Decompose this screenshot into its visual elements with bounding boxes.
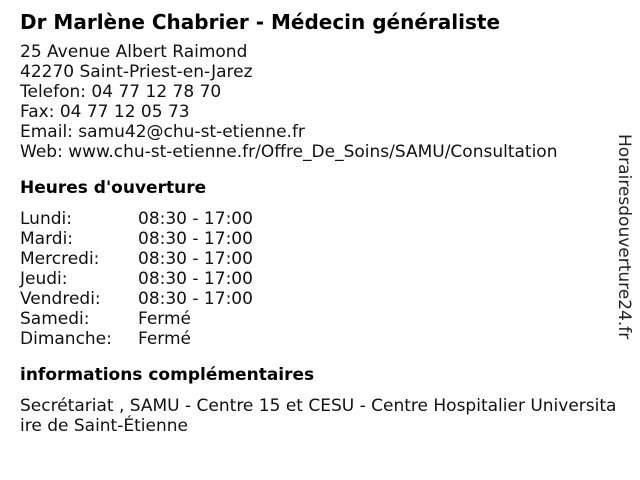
- site-watermark: Horairesdouverture24.fr: [614, 134, 634, 340]
- hours-row-friday: [20, 289, 620, 309]
- hours-time: 08:30 - 17:00: [138, 289, 253, 309]
- info-text: Secrétariat , SAMU - Centre 15 et CESU - Centre Hospitalier Universitaire de Saint-Étienne: [20, 396, 617, 436]
- hours-day: Jeudi:: [20, 269, 68, 289]
- hours-time: Fermé: [138, 329, 192, 349]
- website-url: Web: www.chu-st-etienne.fr/Offre_De_Soins/SAMU/Consultation: [20, 142, 558, 162]
- address-city: 42270 Saint-Priest-en-Jarez: [20, 62, 253, 82]
- hours-day: Dimanche:: [20, 329, 112, 349]
- phone-number: Telefon: 04 77 12 78 70: [20, 82, 222, 102]
- hours-row-tuesday: [20, 229, 620, 249]
- email-address: Email: samu42@chu-st-etienne.fr: [20, 122, 305, 142]
- page-title: Dr Marlène Chabrier - Médecin généraliste: [20, 10, 501, 34]
- hours-table: [20, 209, 620, 349]
- hours-day: Vendredi:: [20, 289, 101, 309]
- hours-row-thursday: [20, 269, 620, 289]
- hours-heading: Heures d'ouverture: [20, 178, 207, 198]
- hours-day: Samedi:: [20, 309, 90, 329]
- hours-day: Mardi:: [20, 229, 74, 249]
- hours-row-sunday: [20, 329, 620, 349]
- hours-time: 08:30 - 17:00: [138, 249, 253, 269]
- hours-day: Lundi:: [20, 209, 72, 229]
- contact-block: [20, 42, 620, 162]
- fax-number: Fax: 04 77 12 05 73: [20, 102, 190, 122]
- info-heading: informations complémentaires: [20, 365, 315, 385]
- hours-row-saturday: [20, 309, 620, 329]
- address-street: 25 Avenue Albert Raimond: [20, 42, 248, 62]
- hours-day: Mercredi:: [20, 249, 100, 269]
- listing-card: [20, 8, 620, 436]
- hours-time: 08:30 - 17:00: [138, 269, 253, 289]
- hours-time: Fermé: [138, 309, 192, 329]
- hours-row-monday: [20, 209, 620, 229]
- hours-row-wednesday: [20, 249, 620, 269]
- hours-time: 08:30 - 17:00: [138, 229, 253, 249]
- hours-time: 08:30 - 17:00: [138, 209, 253, 229]
